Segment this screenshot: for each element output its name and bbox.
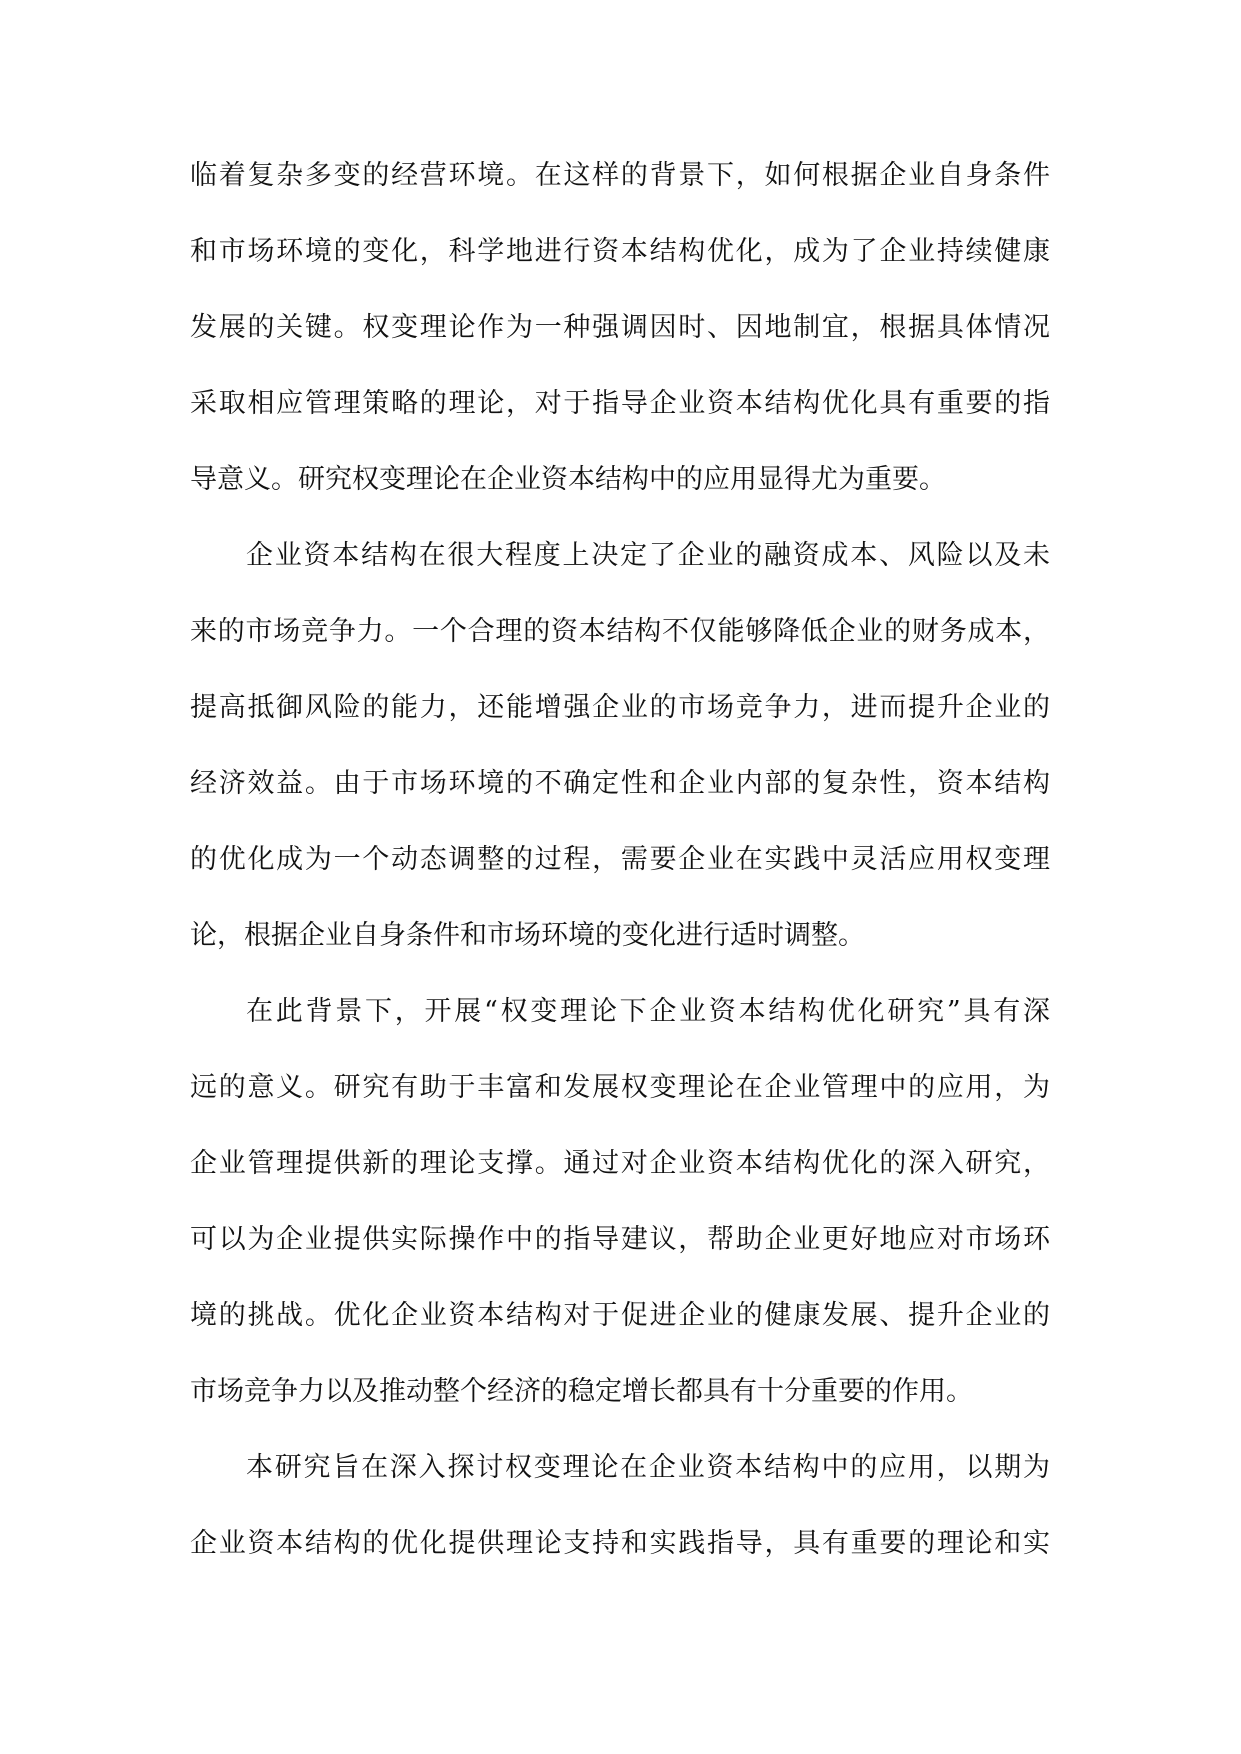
text-line: 提高抵御风险的能力，还能增强企业的市场竞争力，进而提升企业的 — [190, 692, 1050, 723]
text-line: 导意义。研究权变理论在企业资本结构中的应用显得尤为重要。 — [190, 464, 946, 495]
text-line: 来的市场竞争力。一个合理的资本结构不仅能够降低企业的财务成本， — [190, 616, 1050, 647]
text-line: 经济效益。由于市场环境的不确定性和企业内部的复杂性，资本结构 — [190, 768, 1050, 799]
text-line: 和市场环境的变化，科学地进行资本结构优化，成为了企业持续健康 — [190, 236, 1050, 267]
text-line: 远的意义。研究有助于丰富和发展权变理论在企业管理中的应用，为 — [190, 1072, 1050, 1103]
text-line: 论，根据企业自身条件和市场环境的变化进行适时调整。 — [190, 920, 865, 951]
text-line: 市场竞争力以及推动整个经济的稳定增长都具有十分重要的作用。 — [190, 1376, 973, 1407]
text-line: 可以为企业提供实际操作中的指导建议，帮助企业更好地应对市场环 — [190, 1224, 1050, 1255]
text-line: 的优化成为一个动态调整的过程，需要企业在实践中灵活应用权变理 — [190, 844, 1050, 875]
text-line: 临着复杂多变的经营环境。在这样的背景下，如何根据企业自身条件 — [190, 160, 1050, 191]
text-line: 境的挑战。优化企业资本结构对于促进企业的健康发展、提升企业的 — [190, 1300, 1050, 1331]
text-line: 采取相应管理策略的理论，对于指导企业资本结构优化具有重要的指 — [190, 388, 1050, 419]
paragraph-first-line: 本研究旨在深入探讨权变理论在企业资本结构中的应用，以期为 — [246, 1452, 1050, 1483]
text-line: 企业管理提供新的理论支撑。通过对企业资本结构优化的深入研究， — [190, 1148, 1050, 1179]
text-line: 企业资本结构的优化提供理论支持和实践指导，具有重要的理论和实 — [190, 1528, 1050, 1559]
body-text — [190, 138, 1050, 1582]
text-line: 发展的关键。权变理论作为一种强调因时、因地制宜，根据具体情况 — [190, 312, 1050, 343]
paragraph-first-line: 企业资本结构在很大程度上决定了企业的融资成本、风险以及未 — [246, 540, 1050, 571]
paragraph-first-line: 在此背景下，开展“权变理论下企业资本结构优化研究”具有深 — [246, 996, 1050, 1027]
